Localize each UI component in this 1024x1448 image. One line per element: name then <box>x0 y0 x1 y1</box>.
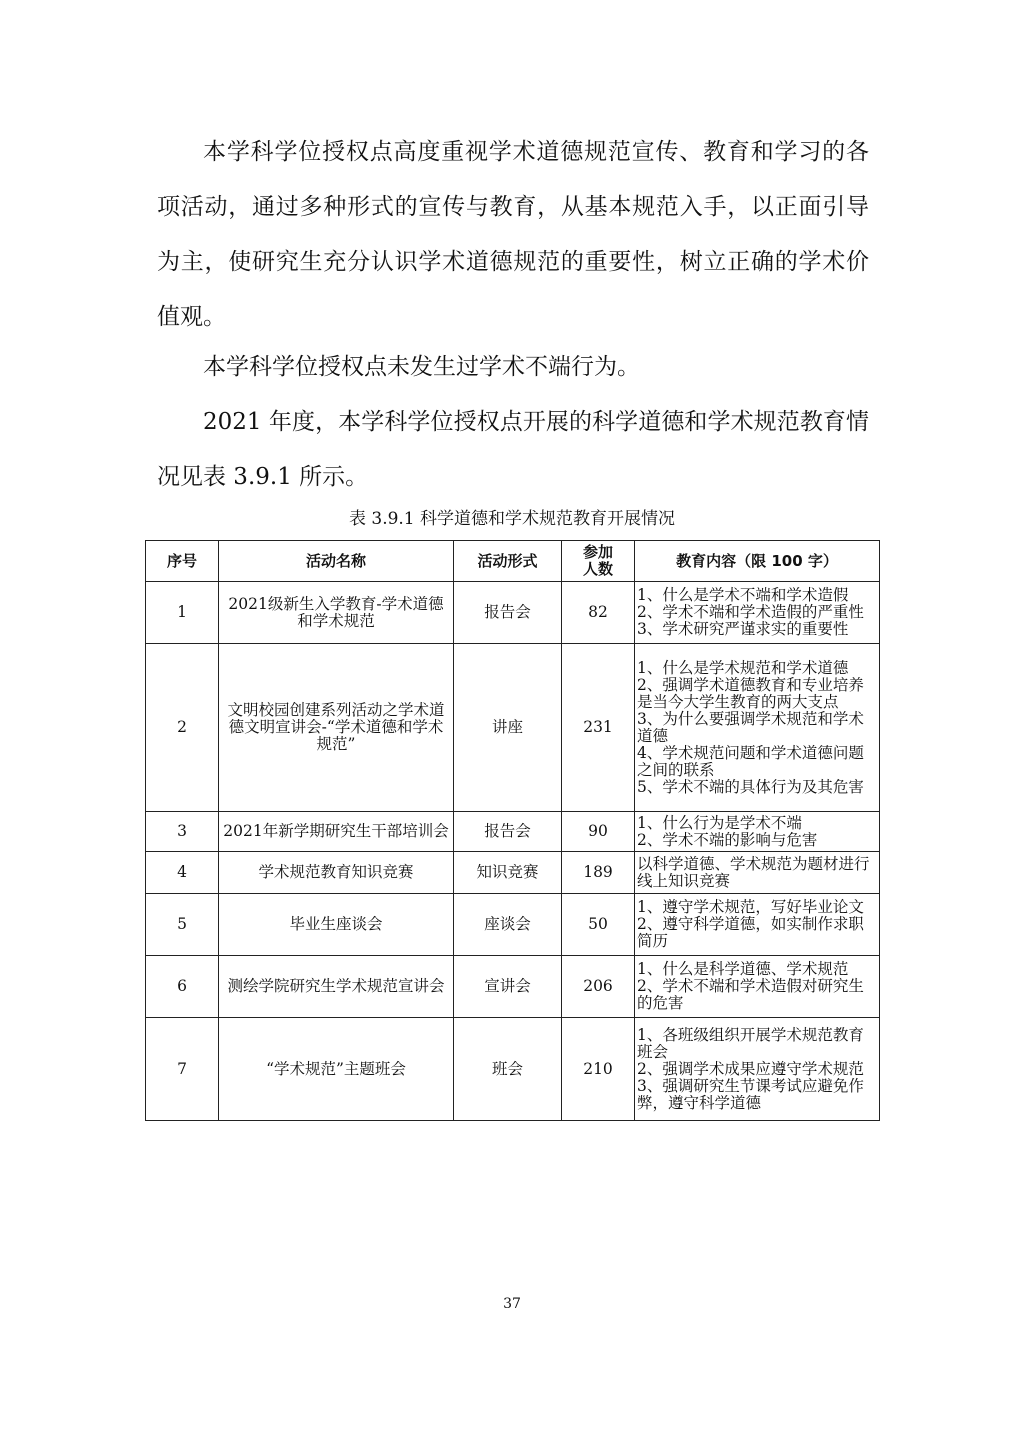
content-line: 1、各班级组织开展学术规范教育班会 <box>637 1025 864 1061</box>
row-education-content <box>635 894 880 956</box>
content-line: 1、什么行为是学术不端 <box>637 813 802 832</box>
row-index: 7 <box>146 1018 219 1121</box>
table-row <box>146 956 880 1018</box>
table-row <box>146 644 880 812</box>
content-line: 5、学术不端的具体行为及其危害 <box>637 777 864 796</box>
content-line: 以科学道德、学术规范为题材进行线上知识竞赛 <box>637 854 870 890</box>
row-activity-form: 知识竞赛 <box>454 852 562 894</box>
row-activity-name: 毕业生座谈会 <box>219 894 454 956</box>
row-activity-name: “学术规范”主题班会 <box>219 1018 454 1121</box>
row-education-content <box>635 852 880 894</box>
row-index: 1 <box>146 582 219 644</box>
row-participant-count: 210 <box>562 1018 635 1121</box>
row-index: 6 <box>146 956 219 1018</box>
table-row <box>146 812 880 852</box>
row-activity-form: 报告会 <box>454 582 562 644</box>
table-row <box>146 582 880 644</box>
row-activity-name: 2021级新生入学教育-学术道德和学术规范 <box>219 582 454 644</box>
row-activity-name: 文明校园创建系列活动之学术道德文明宣讲会-“学术道德和学术规范” <box>219 644 454 812</box>
table-caption: 表 3.9.1 科学道德和学术规范教育开展情况 <box>348 509 676 529</box>
page-number: 37 <box>503 1296 521 1312</box>
content-line: 1、什么是科学道德、学术规范 <box>637 960 849 978</box>
row-index: 5 <box>146 894 219 956</box>
content-line: 2、学术不端和学术造假对研究生的危害 <box>637 977 864 1012</box>
row-activity-form: 座谈会 <box>454 894 562 956</box>
row-participant-count: 231 <box>562 644 635 812</box>
content-line: 2、强调学术成果应遵守学术规范 <box>637 1059 864 1078</box>
row-activity-name: 2021年新学期研究生干部培训会 <box>219 812 454 852</box>
content-line: 2、学术不端和学术造假的严重性 <box>637 603 864 621</box>
row-participant-count: 90 <box>562 812 635 852</box>
table-header-row <box>146 541 880 582</box>
content-line: 3、强调研究生节课考试应避免作弊，遵守科学道德 <box>637 1076 864 1112</box>
content-line: 2、强调学术道德教育和专业培养是当今大学生教育的两大支点 <box>637 675 864 711</box>
row-education-content <box>635 582 880 644</box>
row-education-content <box>635 1018 880 1121</box>
header-count-line2: 人数 <box>582 560 613 578</box>
header-name: 活动名称 <box>219 541 454 582</box>
row-participant-count: 206 <box>562 956 635 1018</box>
row-activity-form: 宣讲会 <box>454 956 562 1018</box>
content-line: 1、什么是学术不端和学术造假 <box>637 586 849 604</box>
row-activity-form: 讲座 <box>454 644 562 812</box>
table-reference-paragraph: 2021 年度，本学科学位授权点开展的科学道德和学术规范教育情况见表 3.9.1 所示。 <box>157 409 869 490</box>
row-activity-form: 报告会 <box>454 812 562 852</box>
content-line: 4、学术规范问题和学术道德问题之间的联系 <box>637 743 864 779</box>
content-line: 3、学术研究严谨求实的重要性 <box>637 620 849 638</box>
row-education-content <box>635 812 880 852</box>
header-content: 教育内容（限 100 字） <box>635 541 880 582</box>
row-index: 3 <box>146 812 219 852</box>
row-index: 4 <box>146 852 219 894</box>
intro-paragraph: 本学科学位授权点高度重视学术道德规范宣传、教育和学习的各项活动，通过多种形式的宣传与教育，从基本规范入手，以正面引导为主，使研究生充分认识学术道德规范的重要性，树立正确的学术价值观。 <box>157 139 869 330</box>
content-line: 1、遵守学术规范，写好毕业论文 <box>637 898 864 916</box>
row-index: 2 <box>146 644 219 812</box>
table-row <box>146 894 880 956</box>
header-count <box>562 541 635 582</box>
header-count-line1: 参加 <box>582 543 613 561</box>
misconduct-statement: 本学科学位授权点未发生过学术不端行为。 <box>203 354 640 380</box>
row-activity-name: 学术规范教育知识竞赛 <box>219 852 454 894</box>
row-education-content <box>635 644 880 812</box>
content-line: 2、遵守科学道德，如实制作求职简历 <box>637 915 864 950</box>
table-row <box>146 1018 880 1121</box>
content-line: 1、什么是学术规范和学术道德 <box>637 658 849 677</box>
header-form: 活动形式 <box>454 541 562 582</box>
row-participant-count: 82 <box>562 582 635 644</box>
content-line: 3、为什么要强调学术规范和学术道德 <box>637 709 864 745</box>
row-participant-count: 189 <box>562 852 635 894</box>
row-activity-form: 班会 <box>454 1018 562 1121</box>
row-participant-count: 50 <box>562 894 635 956</box>
education-table <box>145 540 880 1121</box>
header-index: 序号 <box>146 541 219 582</box>
content-line: 2、学术不端的影响与危害 <box>637 830 818 849</box>
row-education-content <box>635 956 880 1018</box>
table-row <box>146 852 880 894</box>
row-activity-name: 测绘学院研究生学术规范宣讲会 <box>219 956 454 1018</box>
